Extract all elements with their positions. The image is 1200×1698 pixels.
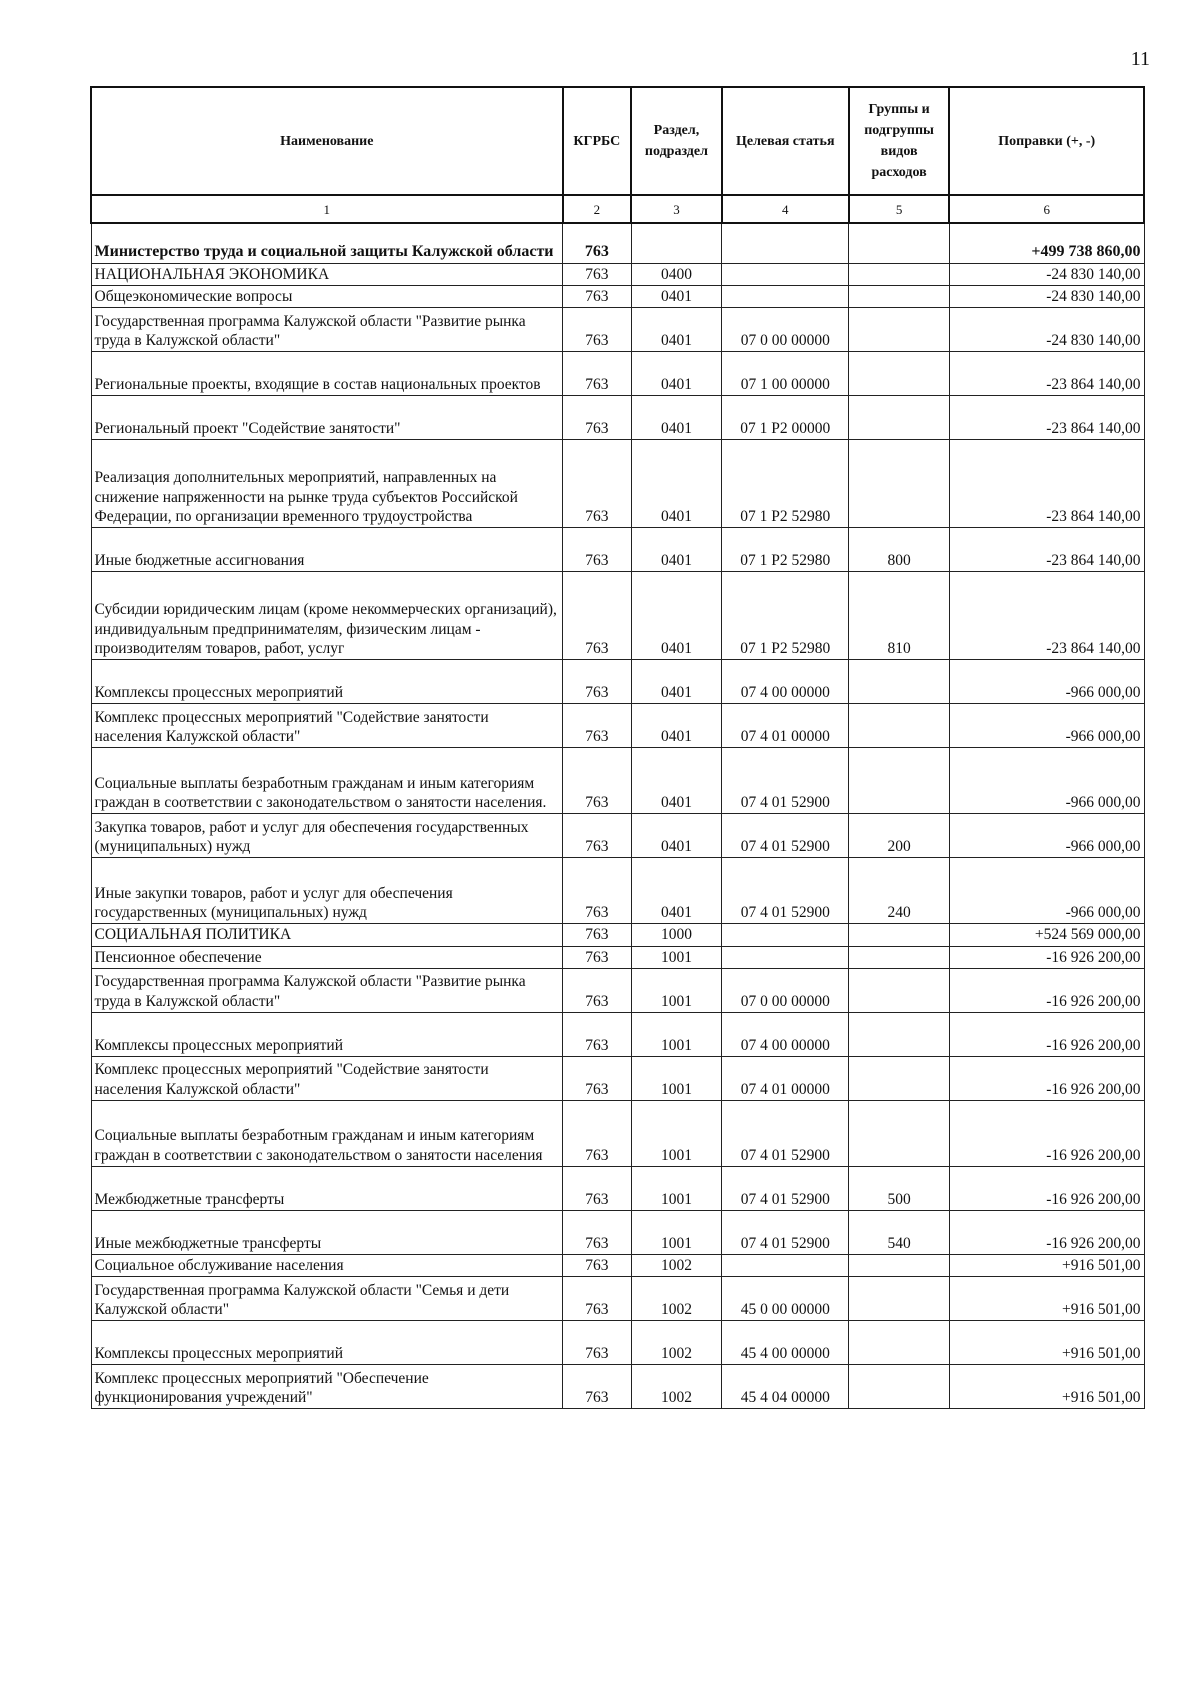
table-row xyxy=(91,528,1144,572)
row-target-article: 07 4 01 52900 xyxy=(722,1101,849,1167)
row-expense-group xyxy=(849,263,950,285)
row-expense-group xyxy=(849,285,950,307)
row-name: Субсидии юридическим лицам (кроме некоммерческих организаций), индивидуальным предпринимателям, физическим лицам - производителям товаров, работ, услуг xyxy=(91,572,563,660)
row-kgrbs: 763 xyxy=(563,1255,632,1277)
table-row xyxy=(91,814,1144,858)
row-name: Общеэкономические вопросы xyxy=(91,285,563,307)
column-number: 6 xyxy=(949,195,1144,223)
row-kgrbs: 763 xyxy=(563,528,632,572)
row-expense-group xyxy=(849,352,950,396)
table-row xyxy=(91,308,1144,352)
row-kgrbs: 763 xyxy=(563,1277,632,1321)
row-name: Социальные выплаты безработным гражданам и иным категориям граждан в соответствии с законодательством о занятости населения xyxy=(91,1101,563,1167)
row-expense-group xyxy=(849,308,950,352)
row-kgrbs: 763 xyxy=(563,1365,632,1409)
table-row xyxy=(91,440,1144,528)
row-amount: -16 926 200,00 xyxy=(949,1013,1144,1057)
row-target-article: 07 4 01 52900 xyxy=(722,858,849,924)
row-kgrbs: 763 xyxy=(563,704,632,748)
table-row xyxy=(91,924,1144,946)
row-kgrbs: 763 xyxy=(563,396,632,440)
row-section: 0401 xyxy=(631,660,722,704)
row-section: 0401 xyxy=(631,440,722,528)
row-kgrbs: 763 xyxy=(563,223,632,263)
row-expense-group xyxy=(849,969,950,1013)
table-row xyxy=(91,858,1144,924)
row-kgrbs: 763 xyxy=(563,969,632,1013)
row-target-article: 07 1 P2 52980 xyxy=(722,440,849,528)
row-target-article xyxy=(722,223,849,263)
row-section: 1001 xyxy=(631,1101,722,1167)
row-kgrbs: 763 xyxy=(563,1101,632,1167)
row-expense-group xyxy=(849,396,950,440)
column-number: 4 xyxy=(722,195,849,223)
table-row xyxy=(91,1255,1144,1277)
row-amount: -16 926 200,00 xyxy=(949,1057,1144,1101)
row-amount: -23 864 140,00 xyxy=(949,572,1144,660)
table-row xyxy=(91,1321,1144,1365)
row-amount: +916 501,00 xyxy=(949,1365,1144,1409)
row-target-article: 07 1 00 00000 xyxy=(722,352,849,396)
row-name: Комплексы процессных мероприятий xyxy=(91,1013,563,1057)
row-target-article: 07 4 01 52900 xyxy=(722,1211,849,1255)
row-name: Пенсионное обеспечение xyxy=(91,946,563,968)
column-number: 5 xyxy=(849,195,950,223)
row-amount: -23 864 140,00 xyxy=(949,440,1144,528)
row-kgrbs: 763 xyxy=(563,660,632,704)
row-section: 1000 xyxy=(631,924,722,946)
row-name: Межбюджетные трансферты xyxy=(91,1167,563,1211)
table-row xyxy=(91,704,1144,748)
row-name: Комплекс процессных мероприятий "Содействие занятости населения Калужской области" xyxy=(91,704,563,748)
table-header xyxy=(91,87,1144,223)
row-section: 0401 xyxy=(631,814,722,858)
row-name: Государственная программа Калужской области "Развитие рынка труда в Калужской области" xyxy=(91,969,563,1013)
table-row xyxy=(91,660,1144,704)
row-section: 1001 xyxy=(631,1211,722,1255)
row-kgrbs: 763 xyxy=(563,1321,632,1365)
row-amount: -24 830 140,00 xyxy=(949,308,1144,352)
header-amendments: Поправки (+, -) xyxy=(949,87,1144,195)
row-expense-group xyxy=(849,1013,950,1057)
row-section: 0401 xyxy=(631,858,722,924)
row-section: 0401 xyxy=(631,308,722,352)
table-row xyxy=(91,946,1144,968)
row-expense-group: 500 xyxy=(849,1167,950,1211)
row-section: 1001 xyxy=(631,1057,722,1101)
row-section: 1001 xyxy=(631,946,722,968)
row-target-article xyxy=(722,285,849,307)
row-expense-group xyxy=(849,1321,950,1365)
row-name: Комплекс процессных мероприятий "Содействие занятости населения Калужской области" xyxy=(91,1057,563,1101)
row-kgrbs: 763 xyxy=(563,440,632,528)
row-expense-group: 540 xyxy=(849,1211,950,1255)
row-name: Иные закупки товаров, работ и услуг для обеспечения государственных (муниципальных) нужд xyxy=(91,858,563,924)
row-section: 0401 xyxy=(631,572,722,660)
row-section: 0401 xyxy=(631,528,722,572)
row-expense-group xyxy=(849,1057,950,1101)
row-section: 1001 xyxy=(631,1167,722,1211)
page-number: 11 xyxy=(1130,48,1150,70)
row-kgrbs: 763 xyxy=(563,1013,632,1057)
table-row xyxy=(91,1057,1144,1101)
row-expense-group xyxy=(849,440,950,528)
row-name: СОЦИАЛЬНАЯ ПОЛИТИКА xyxy=(91,924,563,946)
row-name: Социальное обслуживание населения xyxy=(91,1255,563,1277)
budget-amendments-table xyxy=(90,86,1145,1409)
row-expense-group: 200 xyxy=(849,814,950,858)
row-target-article: 07 4 01 00000 xyxy=(722,1057,849,1101)
row-target-article: 45 4 04 00000 xyxy=(722,1365,849,1409)
row-amount: +499 738 860,00 xyxy=(949,223,1144,263)
row-amount: +916 501,00 xyxy=(949,1277,1144,1321)
row-section: 1001 xyxy=(631,1013,722,1057)
row-expense-group: 810 xyxy=(849,572,950,660)
table-row xyxy=(91,969,1144,1013)
row-kgrbs: 763 xyxy=(563,1167,632,1211)
row-amount: +916 501,00 xyxy=(949,1255,1144,1277)
table-row xyxy=(91,285,1144,307)
row-name: Реализация дополнительных мероприятий, направленных на снижение напряженности на рынке труда субъектов Российской Федерации, по организации временного трудоустройства xyxy=(91,440,563,528)
row-section: 0401 xyxy=(631,396,722,440)
row-name: Иные бюджетные ассигнования xyxy=(91,528,563,572)
row-name: Региональные проекты, входящие в состав национальных проектов xyxy=(91,352,563,396)
header-groups: Группы и подгруппы видов расходов xyxy=(849,87,950,195)
row-amount: -16 926 200,00 xyxy=(949,1167,1144,1211)
row-amount: -23 864 140,00 xyxy=(949,528,1144,572)
row-expense-group xyxy=(849,223,950,263)
row-amount: -24 830 140,00 xyxy=(949,285,1144,307)
row-expense-group: 800 xyxy=(849,528,950,572)
row-target-article: 07 1 P2 52980 xyxy=(722,572,849,660)
table-row xyxy=(91,748,1144,814)
column-number: 1 xyxy=(91,195,563,223)
row-amount: -966 000,00 xyxy=(949,858,1144,924)
row-kgrbs: 763 xyxy=(563,263,632,285)
row-expense-group xyxy=(849,1365,950,1409)
row-target-article: 07 4 01 00000 xyxy=(722,704,849,748)
table-row xyxy=(91,263,1144,285)
row-kgrbs: 763 xyxy=(563,285,632,307)
table-row xyxy=(91,396,1144,440)
table-row xyxy=(91,1167,1144,1211)
row-target-article: 45 4 00 00000 xyxy=(722,1321,849,1365)
table-row xyxy=(91,1013,1144,1057)
row-name: НАЦИОНАЛЬНАЯ ЭКОНОМИКА xyxy=(91,263,563,285)
row-target-article xyxy=(722,924,849,946)
row-section: 0401 xyxy=(631,352,722,396)
row-section xyxy=(631,223,722,263)
row-target-article: 07 4 00 00000 xyxy=(722,660,849,704)
header-target: Целевая статья xyxy=(722,87,849,195)
row-expense-group xyxy=(849,748,950,814)
column-number: 3 xyxy=(631,195,722,223)
row-target-article xyxy=(722,1255,849,1277)
row-amount: -23 864 140,00 xyxy=(949,396,1144,440)
row-expense-group xyxy=(849,1101,950,1167)
row-amount: -966 000,00 xyxy=(949,660,1144,704)
row-target-article: 07 1 P2 00000 xyxy=(722,396,849,440)
table-row xyxy=(91,223,1144,263)
row-target-article: 07 0 00 00000 xyxy=(722,308,849,352)
row-expense-group xyxy=(849,1255,950,1277)
row-amount: -16 926 200,00 xyxy=(949,1211,1144,1255)
row-kgrbs: 763 xyxy=(563,748,632,814)
table-row xyxy=(91,1101,1144,1167)
row-expense-group xyxy=(849,704,950,748)
row-section: 1002 xyxy=(631,1365,722,1409)
row-kgrbs: 763 xyxy=(563,858,632,924)
row-name: Закупка товаров, работ и услуг для обеспечения государственных (муниципальных) нужд xyxy=(91,814,563,858)
row-section: 1001 xyxy=(631,969,722,1013)
header-name: Наименование xyxy=(91,87,563,195)
row-target-article: 07 4 01 52900 xyxy=(722,1167,849,1211)
row-kgrbs: 763 xyxy=(563,352,632,396)
row-kgrbs: 763 xyxy=(563,572,632,660)
row-amount: -23 864 140,00 xyxy=(949,352,1144,396)
table-row xyxy=(91,572,1144,660)
row-target-article: 07 4 00 00000 xyxy=(722,1013,849,1057)
row-name: Государственная программа Калужской области "Развитие рынка труда в Калужской области" xyxy=(91,308,563,352)
row-amount: -966 000,00 xyxy=(949,704,1144,748)
row-kgrbs: 763 xyxy=(563,814,632,858)
row-amount: +524 569 000,00 xyxy=(949,924,1144,946)
row-amount: -16 926 200,00 xyxy=(949,969,1144,1013)
row-target-article xyxy=(722,263,849,285)
table-row xyxy=(91,352,1144,396)
row-target-article: 07 4 01 52900 xyxy=(722,748,849,814)
row-name: Комплексы процессных мероприятий xyxy=(91,1321,563,1365)
row-amount: -16 926 200,00 xyxy=(949,1101,1144,1167)
row-name: Социальные выплаты безработным гражданам и иным категориям граждан в соответствии с законодательством о занятости населения. xyxy=(91,748,563,814)
row-name: Иные межбюджетные трансферты xyxy=(91,1211,563,1255)
row-section: 1002 xyxy=(631,1255,722,1277)
row-kgrbs: 763 xyxy=(563,308,632,352)
row-amount: +916 501,00 xyxy=(949,1321,1144,1365)
row-section: 0401 xyxy=(631,748,722,814)
table-body xyxy=(91,223,1144,1409)
header-kgrbs: КГРБС xyxy=(563,87,632,195)
row-amount: -966 000,00 xyxy=(949,814,1144,858)
row-section: 1002 xyxy=(631,1321,722,1365)
row-target-article xyxy=(722,946,849,968)
table-row xyxy=(91,1211,1144,1255)
row-section: 0401 xyxy=(631,704,722,748)
row-name: Комплекс процессных мероприятий "Обеспечение функционирования учреждений" xyxy=(91,1365,563,1409)
row-expense-group xyxy=(849,660,950,704)
table-row xyxy=(91,1365,1144,1409)
row-name: Государственная программа Калужской области "Семья и дети Калужской области" xyxy=(91,1277,563,1321)
row-kgrbs: 763 xyxy=(563,1057,632,1101)
header-section: Раздел, подраздел xyxy=(631,87,722,195)
row-name: Региональный проект "Содействие занятости" xyxy=(91,396,563,440)
row-section: 0400 xyxy=(631,263,722,285)
row-amount: -966 000,00 xyxy=(949,748,1144,814)
column-number: 2 xyxy=(563,195,632,223)
row-target-article: 07 1 P2 52980 xyxy=(722,528,849,572)
row-amount: -16 926 200,00 xyxy=(949,946,1144,968)
row-name: Комплексы процессных мероприятий xyxy=(91,660,563,704)
row-target-article: 07 4 01 52900 xyxy=(722,814,849,858)
row-kgrbs: 763 xyxy=(563,946,632,968)
row-name: Министерство труда и социальной защиты Калужской области xyxy=(91,223,563,263)
table-row xyxy=(91,1277,1144,1321)
row-amount: -24 830 140,00 xyxy=(949,263,1144,285)
row-target-article: 45 0 00 00000 xyxy=(722,1277,849,1321)
row-section: 1002 xyxy=(631,1277,722,1321)
row-target-article: 07 0 00 00000 xyxy=(722,969,849,1013)
row-section: 0401 xyxy=(631,285,722,307)
row-expense-group: 240 xyxy=(849,858,950,924)
row-kgrbs: 763 xyxy=(563,1211,632,1255)
row-expense-group xyxy=(849,946,950,968)
row-kgrbs: 763 xyxy=(563,924,632,946)
row-expense-group xyxy=(849,924,950,946)
row-expense-group xyxy=(849,1277,950,1321)
